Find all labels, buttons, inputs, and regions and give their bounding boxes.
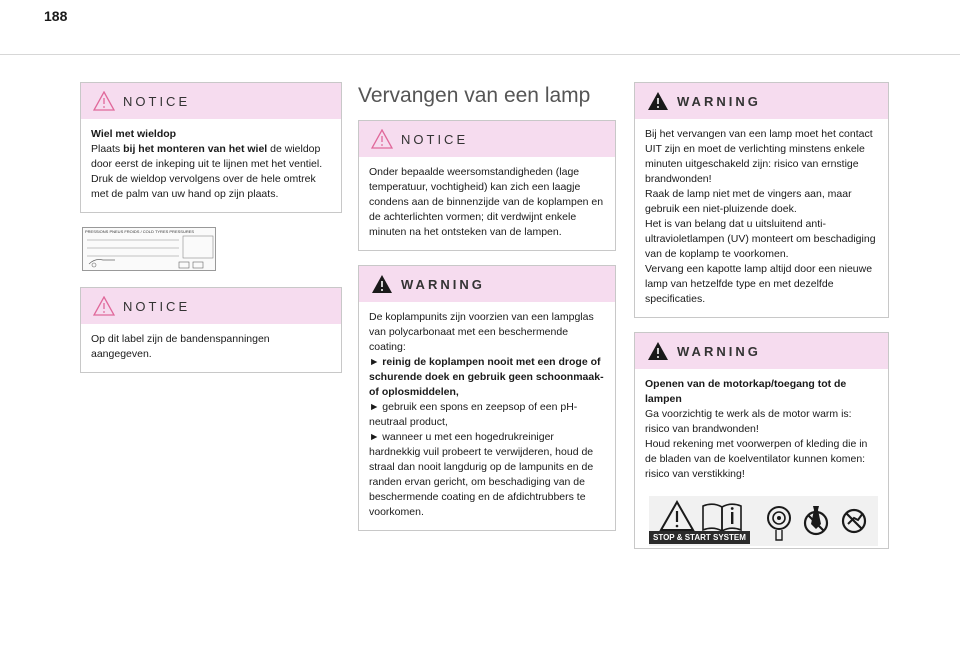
notice-header <box>81 288 341 324</box>
no-tie-icon <box>805 506 827 534</box>
warning-bullet: ► gebruik een spons en zeepsop of een pH-neutraal product, <box>369 401 578 428</box>
notice-heading: Wiel met wieldop <box>91 128 177 140</box>
notice-box-wheel-cap <box>80 82 342 213</box>
notice-body <box>81 119 341 212</box>
warning-triangle-icon <box>647 341 669 361</box>
warning-text: Vervang een kapotte lamp altijd door een nieuwe lamp van hetzelfde type en met dezelfde specificaties. <box>645 263 873 305</box>
warning-title: WARNING <box>401 276 485 292</box>
notice-text: Plaats <box>91 143 124 155</box>
warning-heading: Openen van de motorkap/toegang tot de lampen <box>645 378 847 405</box>
warning-text: Het is van belang dat u uitsluitend anti-ultravioletlampen (UV) monteert om beschadiging van de koplamp te voorkomen. <box>645 218 876 260</box>
tyre-label-header: PRESSIONS PNEUS FROIDS / COLD TYRES PRESSURES <box>85 229 195 234</box>
notice-text: Onder bepaalde weersomstandigheden (lage temperatuur, vochtigheid) kan zich een laagje condens aan de binnenzijde van de koplampen en de achterlichten vormen; dit verdwijnt enkele minuten na het ontsteken van de lampen. <box>369 166 604 238</box>
notice-bold-text: bij het monteren van het wiel <box>123 143 268 155</box>
column-2 <box>358 82 616 545</box>
page-number: 188 <box>44 8 68 24</box>
warning-header <box>635 333 888 369</box>
warning-bullet-bold: ► reinig de koplampen nooit met een droge of schurende doek en gebruik geen schoonmaak- of oplosmiddelen, <box>369 356 604 398</box>
warning-text: Houd rekening met voorwerpen of kleding die in de bladen van de koelventilator kunnen komen: risico van verstikking! <box>645 438 868 480</box>
no-hand-icon <box>843 510 865 532</box>
notice-text: de wieldop door eerst de inkeping uit te lijnen met het ventiel. Druk de wieldop vervolgens over de hele omtrek met de palm van uw hand op zijn plaats. <box>91 143 323 200</box>
notice-box-condensation <box>358 120 616 251</box>
tyre-label-graphic <box>83 228 217 272</box>
warning-box-headlamp-care <box>358 265 616 531</box>
warning-title: WARNING <box>677 93 761 109</box>
notice-body <box>359 157 615 250</box>
warning-header <box>359 266 615 302</box>
warning-box-bonnet <box>634 332 889 549</box>
notice-triangle-icon <box>93 296 115 316</box>
notice-header <box>359 121 615 157</box>
fan-hazard-icon <box>768 507 790 540</box>
notice-triangle-icon <box>93 91 115 111</box>
warning-triangle-icon <box>647 91 669 111</box>
warning-text: Bij het vervangen van een lamp moet het contact UIT zijn en moet de verlichting minstens enkele minuten uitgeschakeld zijn: risico van ernstige brandwonden! <box>645 128 873 185</box>
warning-triangle-icon <box>371 274 393 294</box>
stop-start-badge: STOP & START SYSTEM <box>649 531 750 544</box>
notice-box-tyre-label <box>80 287 342 373</box>
notice-title: NOTICE <box>123 298 191 314</box>
notice-title: NOTICE <box>401 131 469 147</box>
section-title: Vervangen van een lamp <box>358 84 591 107</box>
notice-text: Op dit label zijn de bandenspanningen aangegeven. <box>91 333 270 360</box>
warning-body <box>635 119 888 317</box>
warning-intro: De koplampunits zijn voorzien van een lampglas van polycarbonaat met een beschermende coating: <box>369 311 594 353</box>
manual-book-icon <box>703 504 741 531</box>
column-1 <box>80 82 342 387</box>
column-3 <box>634 82 889 563</box>
header-rule <box>0 54 960 55</box>
notice-body <box>81 324 341 372</box>
warning-body <box>359 302 615 530</box>
safety-icons-strip <box>649 496 878 546</box>
caution-triangle-icon <box>661 502 693 530</box>
warning-text: Raak de lamp niet met de vingers aan, maar gebruik een niet-pluizende doek. <box>645 188 852 215</box>
notice-header <box>81 83 341 119</box>
warning-body <box>635 369 888 492</box>
warning-text: Ga voorzichtig te werk als de motor warm is: risico van brandwonden! <box>645 408 852 435</box>
tyre-pressure-label-image <box>82 227 216 271</box>
notice-title: NOTICE <box>123 93 191 109</box>
warning-box-lamp-replacement <box>634 82 889 318</box>
notice-triangle-icon <box>371 129 393 149</box>
warning-title: WARNING <box>677 343 761 359</box>
warning-header <box>635 83 888 119</box>
warning-bullet: ► wanneer u met een hogedrukreiniger hardnekkig vuil probeert te verwijderen, houd de straal dan nooit langdurig op de lampunits en de randen ervan gericht, om beschadiging van de beschermende coating en de afdichtrubbers te voorkomen. <box>369 431 594 518</box>
